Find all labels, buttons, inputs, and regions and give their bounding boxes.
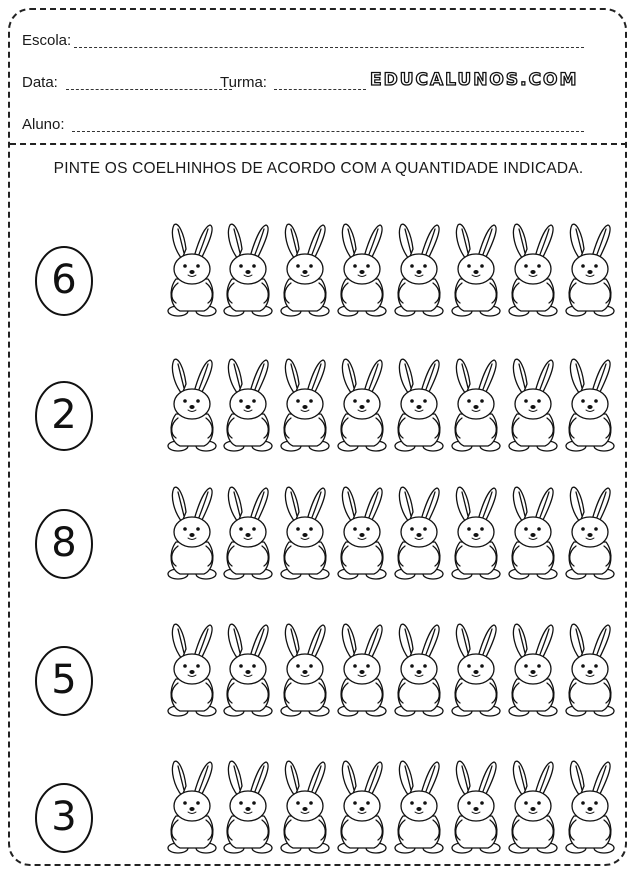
- student-label: Aluno:: [22, 116, 65, 133]
- bunny-drawing[interactable]: [562, 219, 618, 319]
- date-label: Data:: [22, 74, 58, 91]
- bunny-drawing[interactable]: [505, 482, 561, 582]
- bunny-drawing[interactable]: [334, 219, 390, 319]
- bunny-drawing[interactable]: [277, 756, 333, 856]
- header-divider: [10, 143, 627, 145]
- exercise-row: [0, 478, 637, 598]
- bunny-drawing[interactable]: [391, 219, 447, 319]
- bunny-drawing[interactable]: [334, 756, 390, 856]
- bunny-drawing[interactable]: [505, 619, 561, 719]
- class-field[interactable]: [274, 89, 366, 90]
- number-digit: 5: [51, 657, 77, 703]
- bunny-drawing[interactable]: [334, 619, 390, 719]
- bunny-drawing[interactable]: [448, 756, 504, 856]
- number-badge: [34, 380, 94, 452]
- bunny-drawing[interactable]: [334, 482, 390, 582]
- bunny-drawing[interactable]: [164, 354, 220, 454]
- date-field[interactable]: [66, 89, 232, 90]
- exercise-row: [0, 752, 637, 872]
- bunny-drawing[interactable]: [505, 756, 561, 856]
- bunny-drawing[interactable]: [505, 219, 561, 319]
- bunny-drawing[interactable]: [164, 482, 220, 582]
- bunny-drawing[interactable]: [164, 756, 220, 856]
- exercise-row: [0, 350, 637, 470]
- bunny-drawing[interactable]: [277, 354, 333, 454]
- bunny-drawing[interactable]: [220, 756, 276, 856]
- number-badge: [34, 782, 94, 854]
- exercise-row: [0, 615, 637, 735]
- bunny-drawing[interactable]: [448, 219, 504, 319]
- school-field[interactable]: [74, 47, 584, 48]
- school-label: Escola:: [22, 32, 72, 49]
- number-digit: 3: [51, 794, 77, 840]
- bunny-drawing[interactable]: [220, 219, 276, 319]
- bunny-drawing[interactable]: [164, 619, 220, 719]
- bunny-drawing[interactable]: [448, 354, 504, 454]
- bunny-drawing[interactable]: [562, 354, 618, 454]
- bunny-drawing[interactable]: [505, 354, 561, 454]
- bunny-drawing[interactable]: [448, 619, 504, 719]
- bunny-drawing[interactable]: [391, 482, 447, 582]
- bunny-drawing[interactable]: [220, 619, 276, 719]
- class-label: Turma:: [220, 74, 267, 91]
- brand-logo: EDUCALUNOS.COM: [370, 70, 579, 90]
- bunny-drawing[interactable]: [164, 219, 220, 319]
- bunny-drawing[interactable]: [391, 354, 447, 454]
- number-digit: 2: [51, 392, 77, 438]
- number-badge: [34, 645, 94, 717]
- bunny-drawing[interactable]: [391, 619, 447, 719]
- bunny-drawing[interactable]: [277, 482, 333, 582]
- bunny-drawing[interactable]: [562, 619, 618, 719]
- bunny-drawing[interactable]: [334, 354, 390, 454]
- number-badge: [34, 508, 94, 580]
- bunny-drawing[interactable]: [220, 354, 276, 454]
- bunny-drawing[interactable]: [277, 219, 333, 319]
- bunny-drawing[interactable]: [391, 756, 447, 856]
- bunny-drawing[interactable]: [562, 756, 618, 856]
- exercise-row: [0, 215, 637, 335]
- number-digit: 6: [51, 257, 77, 303]
- instruction-text: PINTE OS COELHINHOS DE ACORDO COM A QUANTIDADE INDICADA.: [53, 160, 584, 177]
- number-badge: [34, 245, 94, 317]
- number-digit: 8: [51, 520, 77, 566]
- student-field[interactable]: [72, 131, 584, 132]
- bunny-drawing[interactable]: [277, 619, 333, 719]
- bunny-drawing[interactable]: [220, 482, 276, 582]
- bunny-drawing[interactable]: [562, 482, 618, 582]
- bunny-drawing[interactable]: [448, 482, 504, 582]
